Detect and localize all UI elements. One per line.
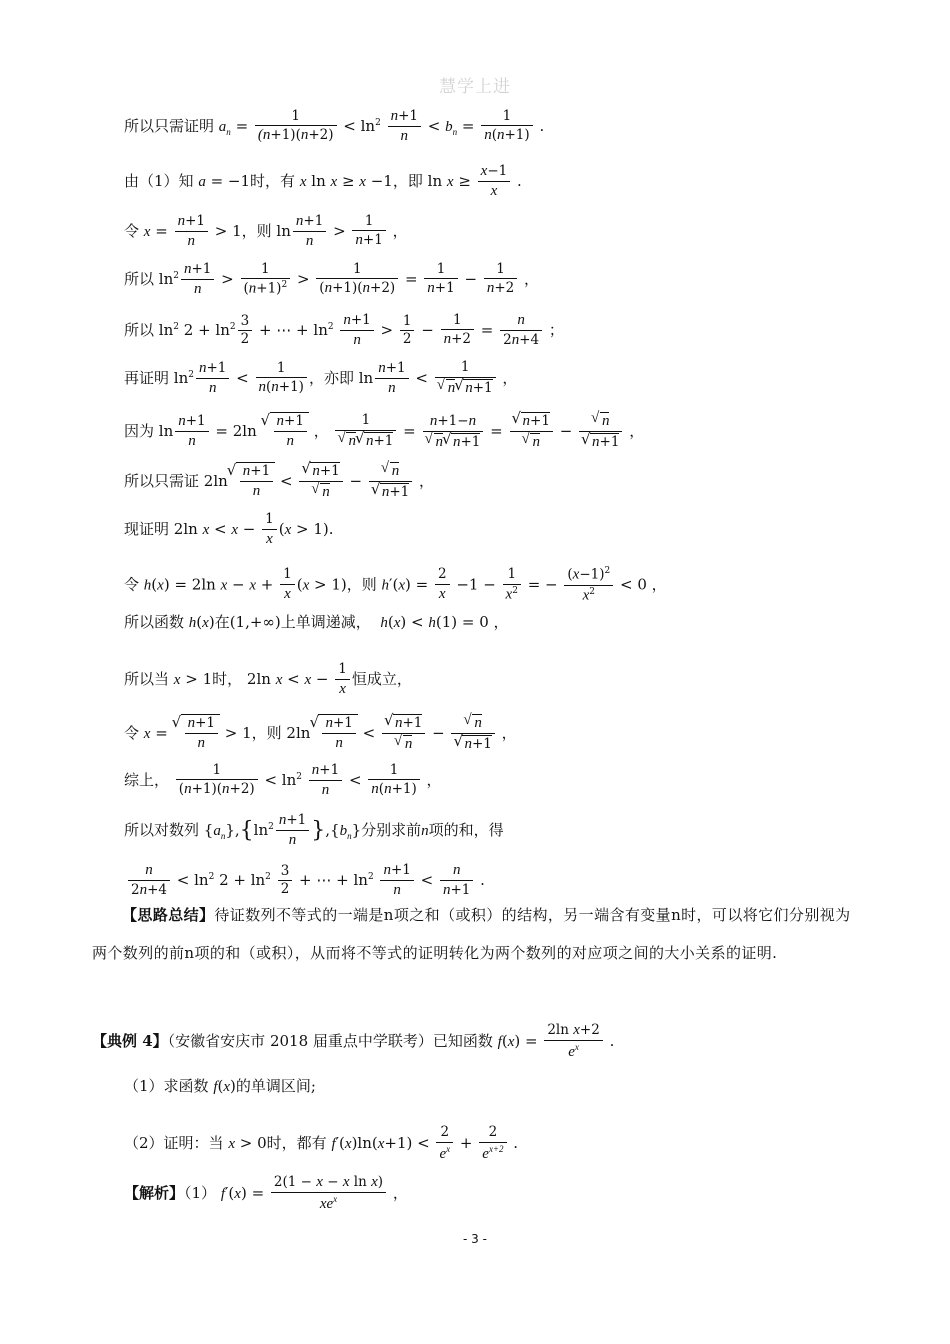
line-in-summary: 综上， $\frac{1}{(n+1)(n+2)}$ < $\ln^2$ $\frac{n+1}{n}$ < $\frac{1}{n(n+1)}$ ， bbox=[124, 761, 442, 799]
summary-paragraph: 【思路总结】待证数列不等式的一端是n项之和（或积）的结构，另一端含有变量n时，可以将它们分别视为两个数列的前n项的和（或积），从而将不等式的证明转化为两个数列的对应项之间的大小关系的证明. bbox=[92, 906, 851, 962]
line-let-h: 令 h(x) = 2ln x − x + $\frac{1}{x}$ (x > 1)，则 h′(x) = $\frac{2}{x}$ −1 − $\frac{1}{x^2}$ = − $\frac{(x-1)^2}{x^2}$ < 0 ， bbox=[124, 566, 667, 604]
line-let-sqrt: 令 x = √ $\frac{n+1}{n}$ > 1，则 2ln √ $\frac{n+1}{n}$ < √ n+1 √ n − √ n √ n+1 ， bbox=[124, 714, 517, 754]
line-holds: 所以当 x > 1时， 2ln x < x − $\frac{1}{x}$ 恒成立， bbox=[124, 661, 412, 697]
line-prove-again: 再证明 $\ln^2$ $\frac{n+1}{n}$ < $\frac{1}{n(n+1)}$ ，亦即 ln $\frac{n+1}{n}$ < 1 √ n√ n+1 ， bbox=[124, 360, 517, 398]
question-1: （1）求函数 f(x)的单调区间; bbox=[124, 1077, 316, 1095]
line-so-ln2: 所以 $\ln^2$ $\frac{n+1}{n}$ > $\frac{1}{(n+1)^2}$ > $\frac{1}{(n+1)(n+2)}$ = $\frac{1}{n+1}$ − $\frac{1}{n+2}$ ， bbox=[124, 260, 539, 298]
analysis-line: 【解析】（1） f′(x) = $\frac{\text{2(1 − x − x ln x)}}{xe^x}$ ， bbox=[124, 1174, 408, 1213]
text: 所以只需证明 bbox=[124, 116, 215, 135]
line-need-prove: 所以只需证明 $a_n$ = $\frac{1}{(n+1)(n+2)}$ < $\ln^2$ $\frac{n+1}{n}$ < $b_n$ = $\frac{1}{n(n+1)}$ . bbox=[124, 107, 545, 145]
question-2: （2）证明：当 x > 0时，都有 f′(x)ln(x+1) < $\frac{2}{e^x}$ + $\frac{2}{e^{x+2}}$ . bbox=[124, 1124, 519, 1162]
line-sequences: 所以对数列 $\{a_n\},\{\ln^2$ $\frac{n+1}{n}$ }$,\{b_n\}$分别求前n项的和，得 bbox=[124, 812, 504, 849]
line-now-prove: 现证明 2ln x < x − $\frac{1}{x}$ (x > 1). bbox=[124, 511, 334, 547]
example-heading: 【典例 4】（安徽省安庆市 2018 届重点中学联考）已知函数 f(x) = $\frac{\text{2ln x+2}}{e^x}$ . bbox=[92, 1022, 615, 1061]
line-from-part1: 由（1）知 a = −1时，有 x ln x ≥ x −1，即 ln x ≥ $\frac{x-1}{x}$ . bbox=[124, 163, 522, 200]
line-because: 因为 ln $\frac{n+1}{n}$ = 2ln √ $\frac{n+1}{n}$ ， 1 √ n√ n+1 = n+1−n √ n√ n+1 = √ n+1 √ n − √ n √ n+1 ， bbox=[124, 412, 644, 452]
line-final-inequality: $\frac{n}{2n+4}$ < $\ln^2 2 + \ln^2$ $\frac{3}{2}$ + ⋯ + $\ln^2$ $\frac{n+1}{n}$ < $\frac{n}{n+1}$ . bbox=[126, 862, 485, 900]
line-let-x: 令 x = $\frac{n+1}{n}$ > 1，则 ln $\frac{n+1}{n}$ > $\frac{1}{n+1}$ ， bbox=[124, 212, 408, 250]
line-decreasing: 所以函数 h(x)在(1,+∞)上单调递减， h(x) < h(1) = 0 ， bbox=[124, 613, 509, 631]
line-only-need: 所以只需证 2ln √ $\frac{n+1}{n}$ < √ n+1 √ n − √ n √ n+1 ， bbox=[124, 462, 434, 502]
line-sum: 所以 $\ln^2 2 + \ln^2$ $\frac{3}{2}$ + ⋯ + $\ln^2$ $\frac{n+1}{n}$ > $\frac{1}{2}$ − $\frac{1}{n+2}$ = $\frac{n}{2n+4}$ ； bbox=[124, 311, 564, 349]
watermark: 慧学上进 bbox=[439, 77, 511, 97]
page-number: - 3 - bbox=[463, 1232, 487, 1246]
